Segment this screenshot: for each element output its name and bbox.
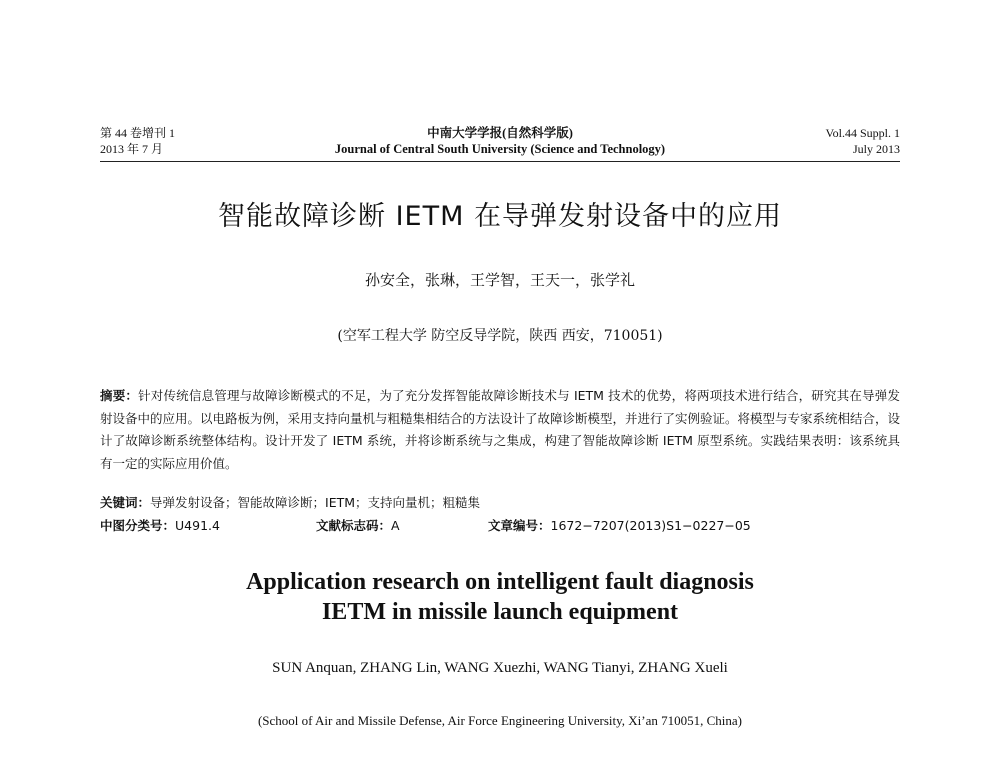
clc-number <box>100 517 220 535</box>
keywords-label: 关键词： <box>100 495 151 510</box>
clc-label: 中图分类号： <box>100 518 176 533</box>
document-code <box>316 517 400 535</box>
keywords-cn <box>100 494 900 512</box>
paper-title-en-line1: Application research on intelligent fault diagnosis <box>246 569 754 595</box>
article-number <box>488 517 751 535</box>
header-date-cn: 2013 年 7 月 <box>100 142 164 156</box>
keywords-text: 导弹发射设备；智能故障诊断；IETM；支持向量机；粗糙集 <box>150 495 481 510</box>
abstract-cn <box>100 385 900 475</box>
document-code-label: 文献标志码： <box>316 518 392 533</box>
article-number-label: 文章编号： <box>488 518 551 533</box>
classification-line <box>100 517 900 535</box>
authors-cn: 孙安全，张琳，王学智，王天一，张学礼 <box>364 271 635 289</box>
document-code-value: A <box>391 518 400 533</box>
affiliation-cn: (空军工程大学 防空反导学院，陕西 西安，710051) <box>337 328 663 344</box>
header-journal-en: Journal of Central South University (Science and Technology) <box>334 142 666 156</box>
header-date-en: July 2013 <box>852 142 900 156</box>
clc-value: U491.4 <box>175 518 220 533</box>
running-header <box>100 125 900 162</box>
header-volume-en-line1: Vol.44 Suppl. 1 <box>825 126 900 140</box>
header-journal-cn: 中南大学学报(自然科学版) <box>427 126 573 140</box>
authors-en: SUN Anquan, ZHANG Lin, WANG Xuezhi, WANG Tianyi, ZHANG Xueli <box>272 660 728 676</box>
abstract-label: 摘要： <box>100 388 139 403</box>
header-volume-cn-line1: 第 44 卷增刊 1 <box>100 126 176 140</box>
paper-title-en-line2: IETM in missile launch equipment <box>321 599 679 625</box>
article-number-value: 1672−7207(2013)S1−0227−05 <box>550 518 751 533</box>
header-volume-en <box>826 125 900 157</box>
header-journal <box>100 125 900 157</box>
paper-title-cn: 智能故障诊断 IETM 在导弹发射设备中的应用 <box>218 201 782 232</box>
paper-title-en <box>100 567 900 627</box>
affiliation-en: (School of Air and Missile Defense, Air Force Engineering University, Xi’an 710051, China) <box>257 713 743 728</box>
abstract-text: 针对传统信息管理与故障诊断模式的不足，为了充分发挥智能故障诊断技术与 IETM 技术的优势，将两项技术进行结合，研究其在导弹发射设备中的应用。以电路板为例，采用支持向量机与粗糙集相结合的方法设计了故障诊断模型，并进行了实例验证。将模型与专家系统相结合，设计了故障诊断系统整体结构。设计开发了 IETM 系统，并将诊断系统与之集成，构建了智能故障诊断 IETM 原型系统。实践结果表明：该系统具有一定的实际应用价值。 <box>100 388 901 471</box>
